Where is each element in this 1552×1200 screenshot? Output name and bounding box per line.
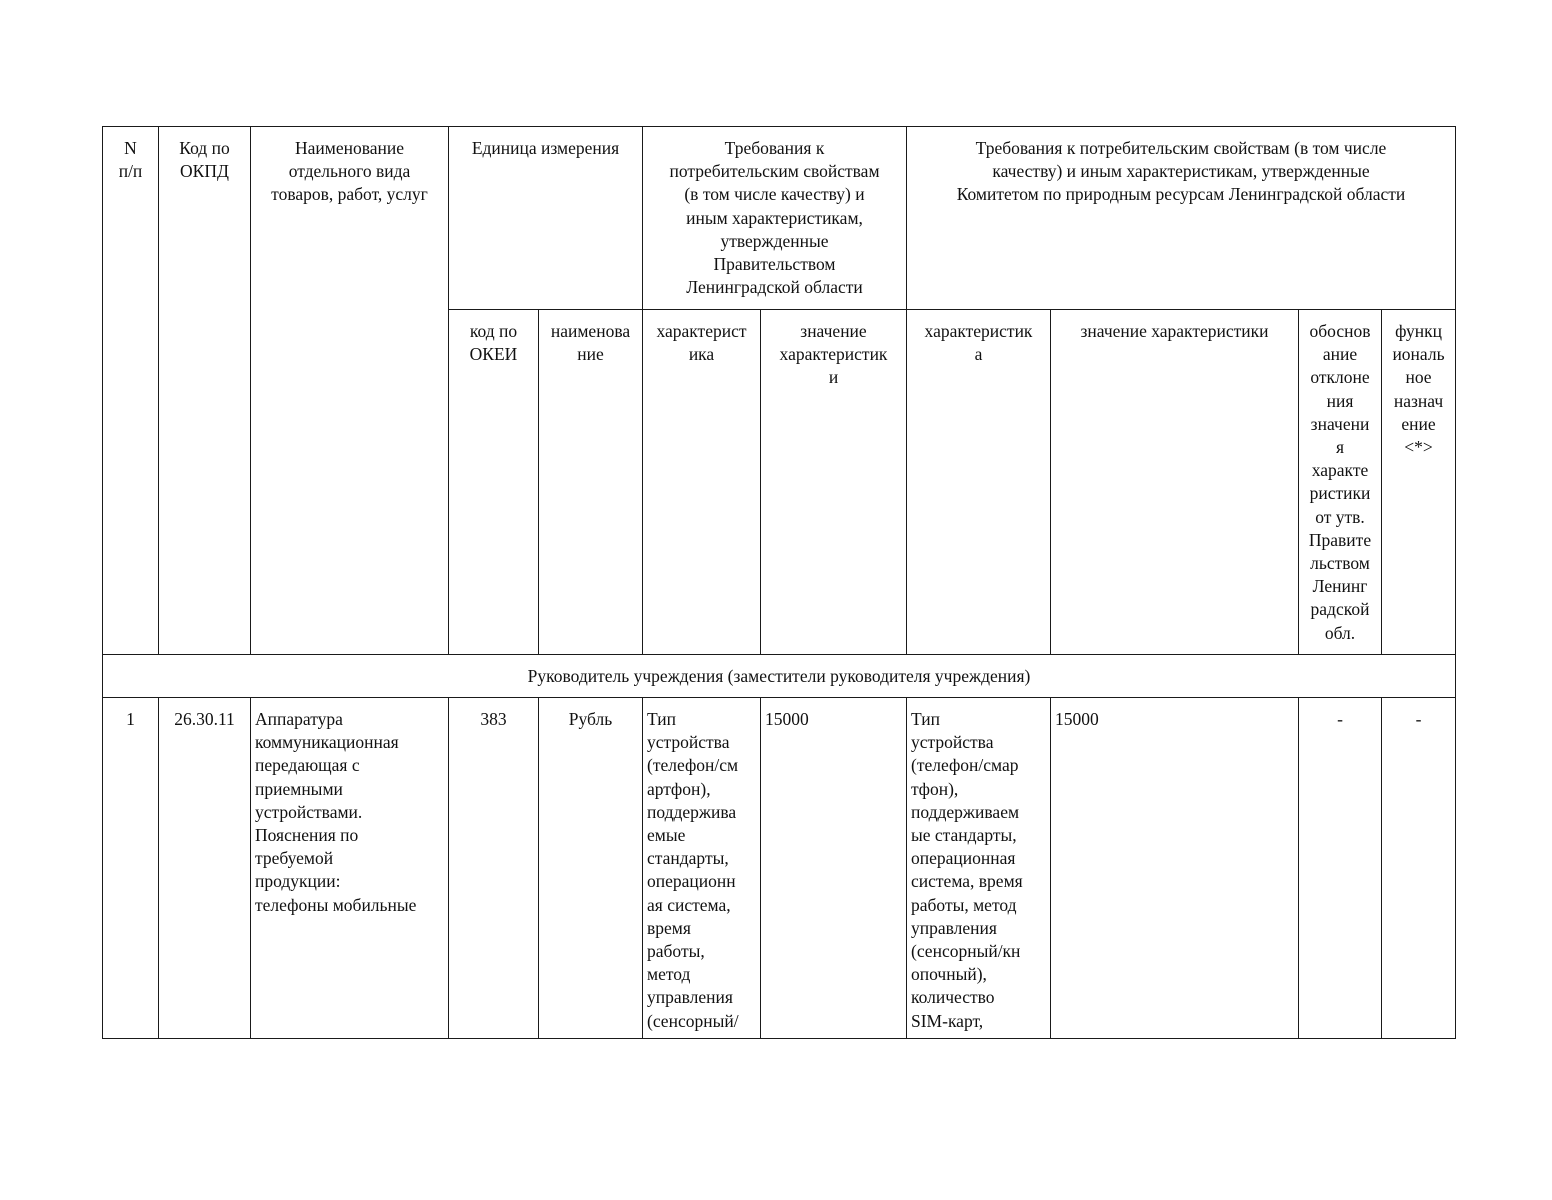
- cell-committee-value: 15000: [1051, 698, 1299, 1039]
- header-req-gov: Требования к потребительским свойствам (в том числе качеству) и иным характеристикам, утвержденные Правительством Ленинградской области: [643, 127, 907, 310]
- cell-okpd: 26.30.11: [159, 698, 251, 1039]
- requirements-table: [102, 126, 1456, 1039]
- subheader-committee-value: значение характеристики: [1051, 310, 1299, 655]
- header-num: N п/п: [103, 127, 159, 655]
- section-row: [103, 655, 1456, 698]
- subheader-okei: код по ОКЕИ: [449, 310, 539, 655]
- cell-function: -: [1382, 698, 1456, 1039]
- cell-unit-name: Рубль: [539, 698, 643, 1039]
- subheader-gov-value: значение характеристик и: [761, 310, 907, 655]
- header-row-1: [103, 127, 1456, 310]
- subheader-committee-characteristic: характеристик а: [907, 310, 1051, 655]
- subheader-function: функц иональ ное назнач ение <*>: [1382, 310, 1456, 655]
- section-title: Руководитель учреждения (заместители руководителя учреждения): [103, 655, 1456, 698]
- header-okpd: Код по ОКПД: [159, 127, 251, 655]
- header-name: Наименование отдельного вида товаров, работ, услуг: [251, 127, 449, 655]
- table-row: [103, 698, 1456, 1039]
- cell-justification: -: [1299, 698, 1382, 1039]
- subheader-unit-name: наименова ние: [539, 310, 643, 655]
- cell-gov-characteristic: Тип устройства (телефон/см артфон), поддержива емые стандарты, операционн ая система, время работы, метод управления (сенсорный/: [643, 698, 761, 1039]
- cell-name: Аппаратура коммуникационная передающая с приемными устройствами. Пояснения по требуемой продукции: телефоны мобильные: [251, 698, 449, 1039]
- subheader-gov-characteristic: характерист ика: [643, 310, 761, 655]
- header-req-committee: Требования к потребительским свойствам (в том числе качеству) и иным характеристикам, утвержденные Комитетом по природным ресурсам Ленинградской области: [907, 127, 1456, 310]
- header-unit: Единица измерения: [449, 127, 643, 310]
- cell-gov-value: 15000: [761, 698, 907, 1039]
- cell-okei: 383: [449, 698, 539, 1039]
- cell-committee-characteristic: Тип устройства (телефон/смар тфон), поддерживаем ые стандарты, операционная система, время работы, метод управления (сенсорный/кн опочный), количество SIM-карт,: [907, 698, 1051, 1039]
- subheader-justification: обоснов ание отклоне ния значени я характе ристики от утв. Правите льством Ленинг радской обл.: [1299, 310, 1382, 655]
- cell-num: 1: [103, 698, 159, 1039]
